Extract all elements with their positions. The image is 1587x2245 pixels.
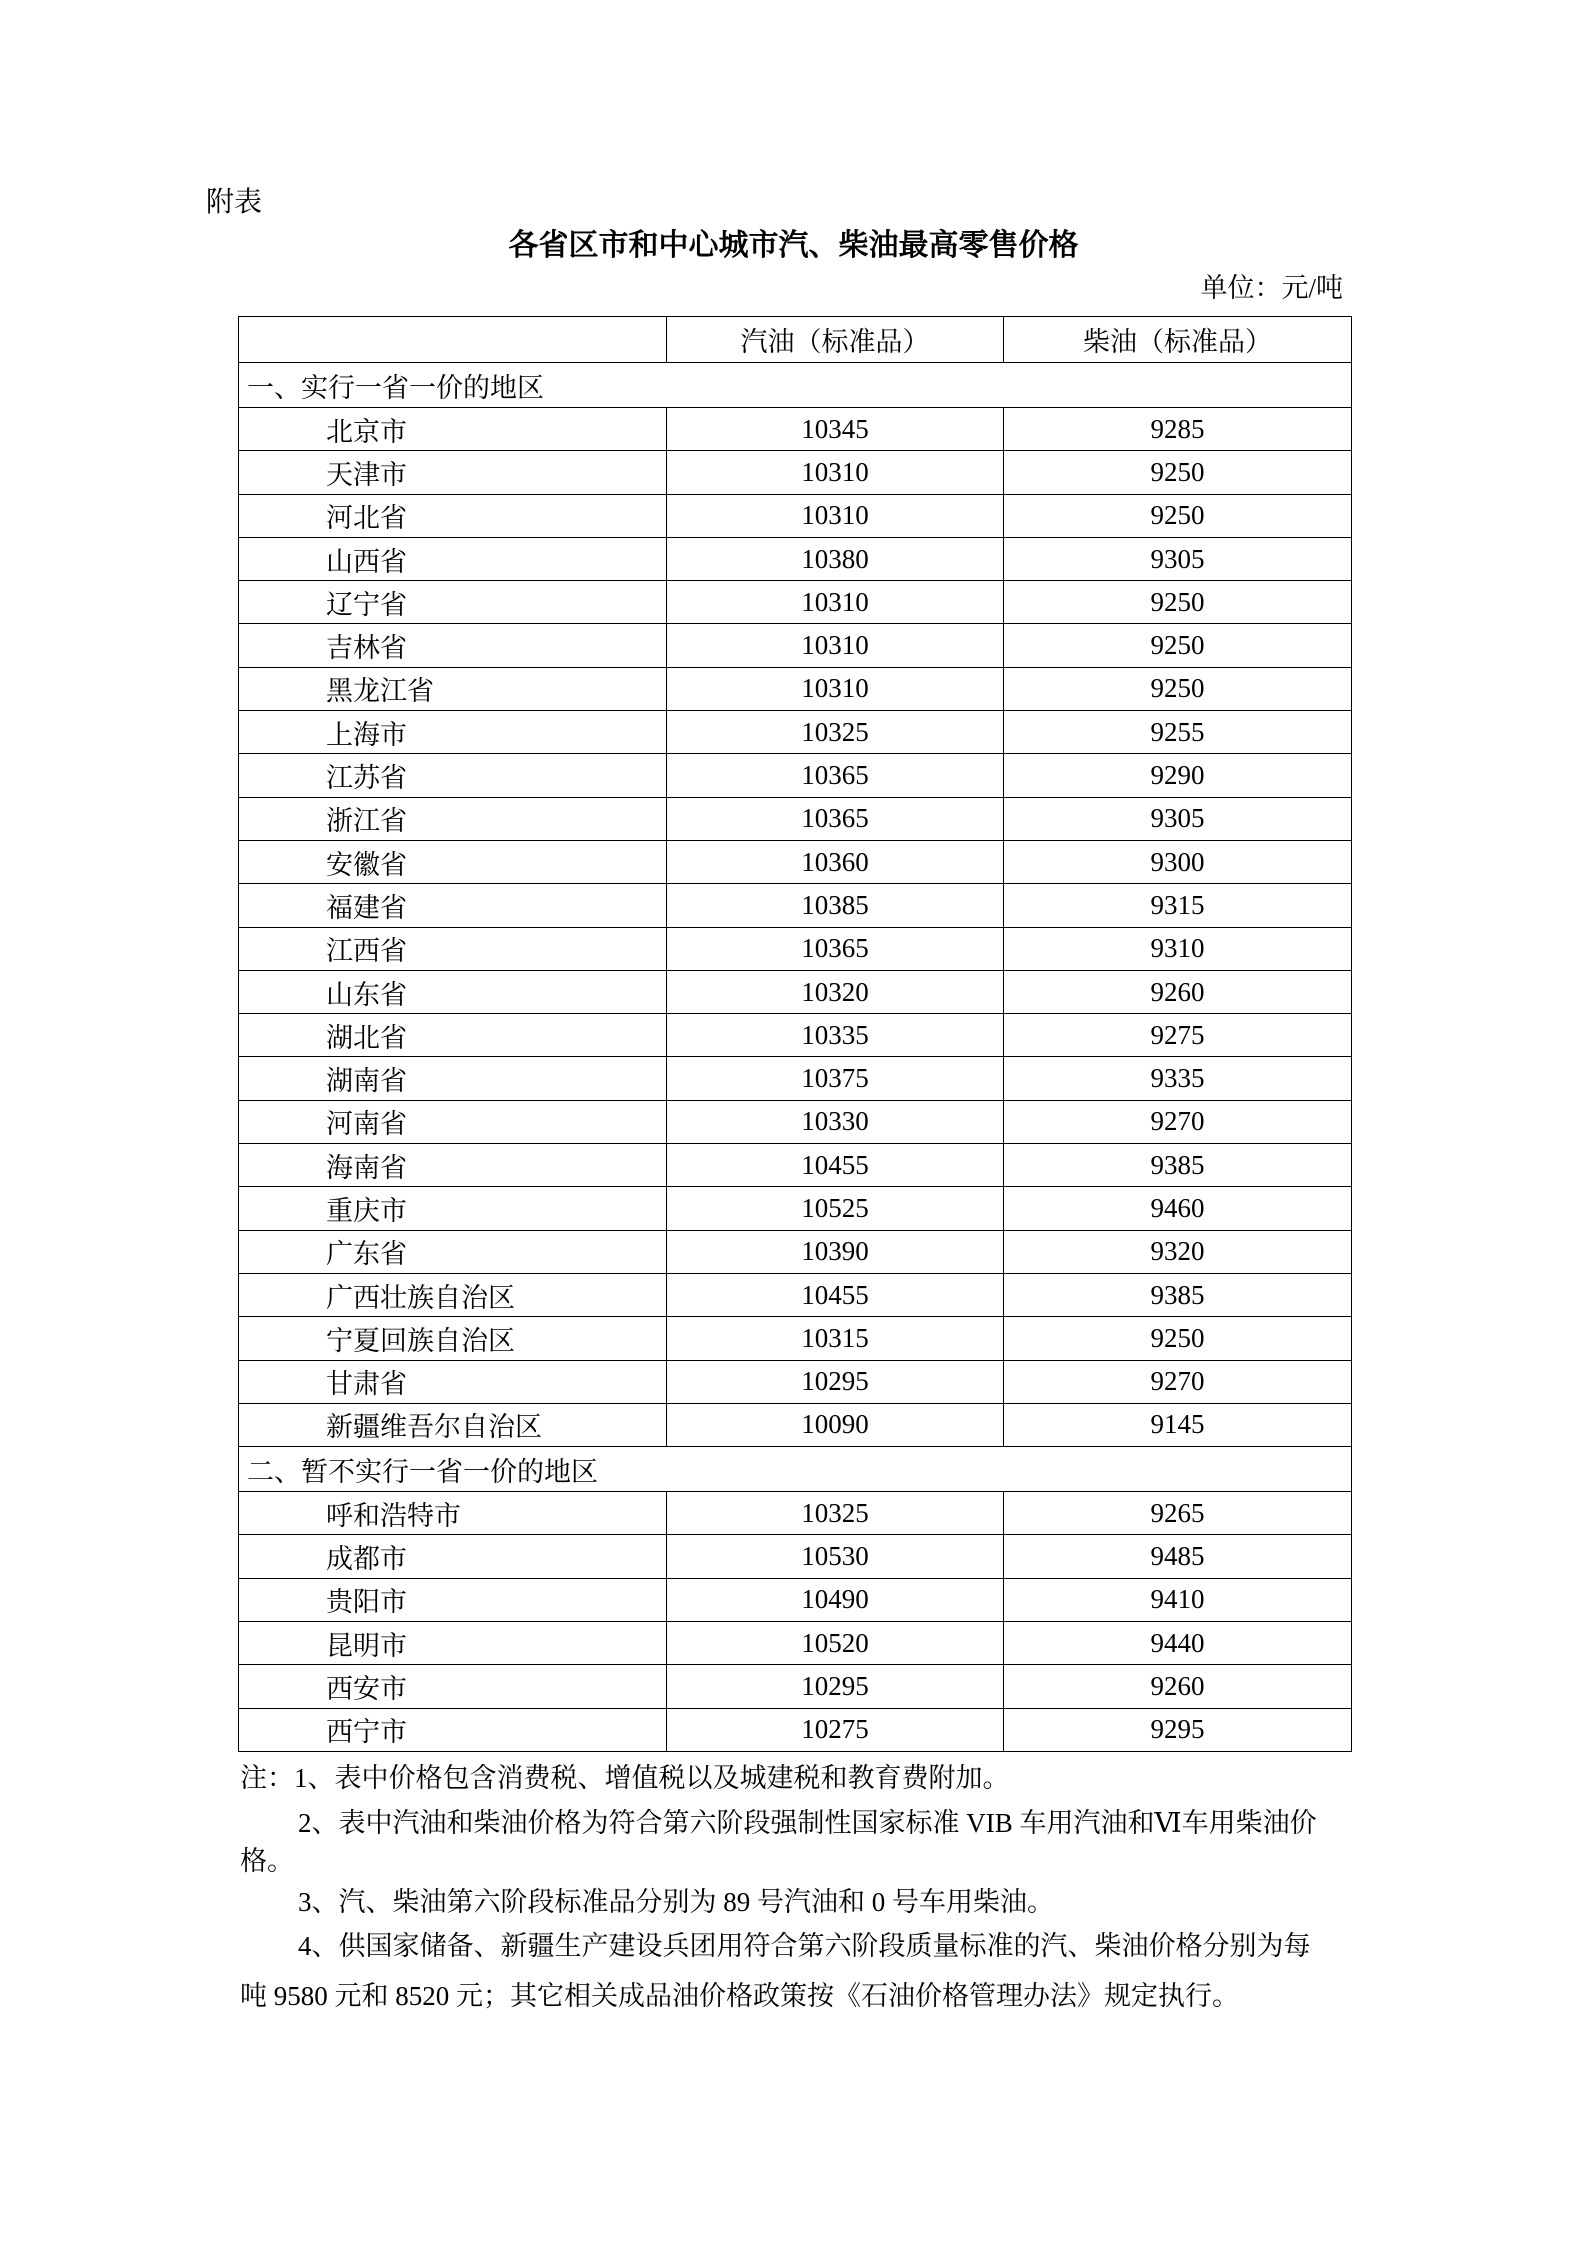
region-cell: 贵阳市 [239,1578,667,1621]
note-line: 3、汽、柴油第六阶段标准品分别为 89 号汽油和 0 号车用柴油。 [298,1887,1054,1917]
diesel-price-cell: 9440 [1004,1622,1352,1665]
column-header-gasoline: 汽油（标准品） [667,317,1004,363]
section-header-cell: 一、实行一省一价的地区 [239,363,1352,408]
gasoline-price-cell: 10390 [667,1230,1004,1273]
gasoline-price-cell: 10325 [667,1492,1004,1535]
page-title: 各省区市和中心城市汽、柴油最高零售价格 [508,229,1079,262]
gasoline-price-cell: 10525 [667,1187,1004,1230]
diesel-price-cell: 9250 [1004,667,1352,710]
region-cell: 天津市 [239,451,667,494]
region-cell: 山东省 [239,970,667,1013]
region-cell: 重庆市 [239,1187,667,1230]
note-line: 4、供国家储备、新疆生产建设兵团用符合第六阶段质量标准的汽、柴油价格分别为每 [298,1931,1311,1961]
gasoline-price-cell: 10330 [667,1100,1004,1143]
price-table [238,316,1352,1752]
diesel-price-cell: 9485 [1004,1535,1352,1578]
diesel-price-cell: 9385 [1004,1273,1352,1316]
gasoline-price-cell: 10335 [667,1014,1004,1057]
column-header-diesel: 柴油（标准品） [1004,317,1352,363]
gasoline-price-cell: 10325 [667,711,1004,754]
gasoline-price-cell: 10530 [667,1535,1004,1578]
table-row [239,624,1352,667]
diesel-price-cell: 9250 [1004,624,1352,667]
region-cell: 河北省 [239,494,667,537]
region-cell: 江西省 [239,927,667,970]
table-row [239,1100,1352,1143]
gasoline-price-cell: 10310 [667,667,1004,710]
region-cell: 海南省 [239,1144,667,1187]
table-row [239,1665,1352,1708]
table-row [239,797,1352,840]
table-row [239,1144,1352,1187]
region-cell: 辽宁省 [239,581,667,624]
table-row [239,1273,1352,1316]
table-row [239,1622,1352,1665]
table-row [239,711,1352,754]
region-cell: 吉林省 [239,624,667,667]
gasoline-price-cell: 10275 [667,1708,1004,1751]
region-cell: 新疆维吾尔自治区 [239,1403,667,1446]
table-row [239,581,1352,624]
diesel-price-cell: 9305 [1004,537,1352,580]
diesel-price-cell: 9320 [1004,1230,1352,1273]
gasoline-price-cell: 10310 [667,494,1004,537]
gasoline-price-cell: 10310 [667,624,1004,667]
diesel-price-cell: 9250 [1004,494,1352,537]
diesel-price-cell: 9270 [1004,1100,1352,1143]
region-cell: 西宁市 [239,1708,667,1751]
region-cell: 宁夏回族自治区 [239,1317,667,1360]
diesel-price-cell: 9305 [1004,797,1352,840]
region-cell: 广西壮族自治区 [239,1273,667,1316]
diesel-price-cell: 9275 [1004,1014,1352,1057]
gasoline-price-cell: 10310 [667,581,1004,624]
region-cell: 湖南省 [239,1057,667,1100]
table-row [239,754,1352,797]
diesel-price-cell: 9270 [1004,1360,1352,1403]
diesel-price-cell: 9460 [1004,1187,1352,1230]
price-table-body [239,363,1352,1752]
table-row [239,1535,1352,1578]
region-cell: 昆明市 [239,1622,667,1665]
region-cell: 福建省 [239,884,667,927]
diesel-price-cell: 9255 [1004,711,1352,754]
table-row [239,1360,1352,1403]
diesel-price-cell: 9410 [1004,1578,1352,1621]
unit-label: 单位：元/吨 [1200,273,1343,303]
gasoline-price-cell: 10385 [667,884,1004,927]
diesel-price-cell: 9385 [1004,1144,1352,1187]
region-cell: 黑龙江省 [239,667,667,710]
table-row [239,494,1352,537]
gasoline-price-cell: 10345 [667,408,1004,451]
note-line: 吨 9580 元和 8520 元；其它相关成品油价格政策按《石油价格管理办法》规定执行。 [240,1981,1239,2011]
table-row [239,537,1352,580]
gasoline-price-cell: 10380 [667,537,1004,580]
gasoline-price-cell: 10455 [667,1144,1004,1187]
region-cell: 呼和浩特市 [239,1492,667,1535]
gasoline-price-cell: 10365 [667,797,1004,840]
region-cell: 河南省 [239,1100,667,1143]
table-row [239,1014,1352,1057]
table-header-row [239,317,1352,363]
gasoline-price-cell: 10365 [667,754,1004,797]
note-line: 格。 [240,1846,294,1876]
table-row [239,451,1352,494]
table-row [239,1492,1352,1535]
section-header-row [239,1447,1352,1492]
gasoline-price-cell: 10520 [667,1622,1004,1665]
table-row [239,1578,1352,1621]
table-row [239,884,1352,927]
diesel-price-cell: 9285 [1004,408,1352,451]
diesel-price-cell: 9290 [1004,754,1352,797]
diesel-price-cell: 9260 [1004,1665,1352,1708]
table-row [239,970,1352,1013]
table-row [239,1403,1352,1446]
region-cell: 成都市 [239,1535,667,1578]
gasoline-price-cell: 10295 [667,1665,1004,1708]
region-cell: 甘肃省 [239,1360,667,1403]
diesel-price-cell: 9335 [1004,1057,1352,1100]
diesel-price-cell: 9250 [1004,451,1352,494]
gasoline-price-cell: 10455 [667,1273,1004,1316]
region-cell: 广东省 [239,1230,667,1273]
diesel-price-cell: 9310 [1004,927,1352,970]
diesel-price-cell: 9260 [1004,970,1352,1013]
table-row [239,1317,1352,1360]
region-cell: 江苏省 [239,754,667,797]
column-header-region [239,317,667,363]
region-cell: 上海市 [239,711,667,754]
region-cell: 安徽省 [239,840,667,883]
region-cell: 北京市 [239,408,667,451]
appendix-label: 附表 [206,187,263,218]
gasoline-price-cell: 10090 [667,1403,1004,1446]
table-row [239,840,1352,883]
section-header-cell: 二、暂不实行一省一价的地区 [239,1447,1352,1492]
gasoline-price-cell: 10315 [667,1317,1004,1360]
table-row [239,1230,1352,1273]
diesel-price-cell: 9250 [1004,1317,1352,1360]
gasoline-price-cell: 10490 [667,1578,1004,1621]
diesel-price-cell: 9295 [1004,1708,1352,1751]
region-cell: 浙江省 [239,797,667,840]
table-row [239,1708,1352,1751]
region-cell: 湖北省 [239,1014,667,1057]
section-header-row [239,363,1352,408]
gasoline-price-cell: 10365 [667,927,1004,970]
table-row [239,667,1352,710]
note-line: 2、表中汽油和柴油价格为符合第六阶段强制性国家标准 VIB 车用汽油和Ⅵ车用柴油价 [298,1808,1317,1838]
gasoline-price-cell: 10375 [667,1057,1004,1100]
table-row [239,408,1352,451]
table-row [239,1057,1352,1100]
note-line: 注：1、表中价格包含消费税、增值税以及城建税和教育费附加。 [240,1763,1010,1793]
diesel-price-cell: 9265 [1004,1492,1352,1535]
diesel-price-cell: 9315 [1004,884,1352,927]
diesel-price-cell: 9250 [1004,581,1352,624]
table-row [239,927,1352,970]
region-cell: 山西省 [239,537,667,580]
gasoline-price-cell: 10360 [667,840,1004,883]
gasoline-price-cell: 10320 [667,970,1004,1013]
table-row [239,1187,1352,1230]
gasoline-price-cell: 10295 [667,1360,1004,1403]
diesel-price-cell: 9145 [1004,1403,1352,1446]
gasoline-price-cell: 10310 [667,451,1004,494]
diesel-price-cell: 9300 [1004,840,1352,883]
region-cell: 西安市 [239,1665,667,1708]
